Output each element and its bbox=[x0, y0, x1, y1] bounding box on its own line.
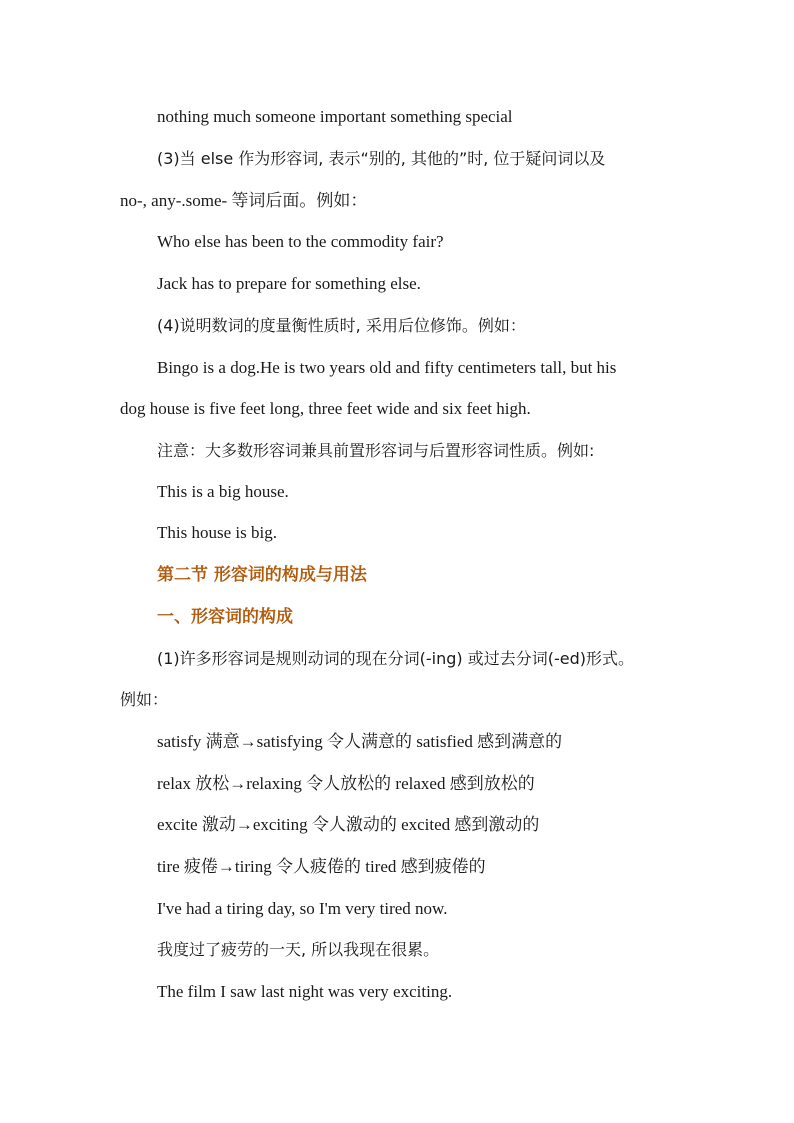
word-pair-row: satisfy 满意→satisfying 令人满意的 satisfied 感到满意的 bbox=[157, 732, 563, 751]
word-pair-row: relax 放松→relaxing 令人放松的 relaxed 感到放松的 bbox=[157, 774, 535, 793]
example-sentence: The film I saw last night was very exciting. bbox=[157, 982, 453, 1001]
translation-line: 我度过了疲劳的一天, 所以我现在很累。 bbox=[157, 940, 440, 959]
note-line: 注意：大多数形容词兼具前置形容词与后置形容词性质。例如: bbox=[157, 441, 595, 460]
rule-3-line-2: no-, any-.some- 等词后面。例如： bbox=[120, 191, 368, 210]
example-sentence: This house is big. bbox=[157, 523, 277, 542]
rule-4-line: (4)说明数词的度量衡性质时, 采用后位修饰。例如： bbox=[157, 316, 526, 335]
example-sentence: Who else has been to the commodity fair? bbox=[157, 232, 444, 251]
word-pair-row: tire 疲倦→tiring 令人疲倦的 tired 感到疲倦的 bbox=[157, 857, 486, 876]
rule-1-line-1: (1)许多形容词是规则动词的现在分词(-ing) 或过去分词(-ed)形式。 bbox=[157, 649, 635, 668]
word-pair-row: excite 激动→exciting 令人激动的 excited 感到激动的 bbox=[157, 815, 540, 834]
section-subtitle: 一、形容词的构成 bbox=[157, 607, 293, 627]
example-sentence: Jack has to prepare for something else. bbox=[157, 274, 421, 293]
example-sentence: This is a big house. bbox=[157, 482, 289, 501]
example-sentence: I've had a tiring day, so I'm very tired now. bbox=[157, 899, 448, 918]
section-title: 第二节 形容词的构成与用法 bbox=[157, 565, 367, 585]
rule-1-line-2: 例如： bbox=[120, 690, 169, 709]
rule-3-line-1: (3)当 else 作为形容词, 表示“别的, 其他的”时, 位于疑问词以及 bbox=[157, 149, 606, 168]
example-phrases: nothing much someone important something special bbox=[157, 107, 513, 126]
example-sentence-continued: dog house is five feet long, three feet wide and six feet high. bbox=[120, 399, 531, 418]
example-sentence: Bingo is a dog.He is two years old and fifty centimeters tall, but his bbox=[157, 358, 617, 377]
